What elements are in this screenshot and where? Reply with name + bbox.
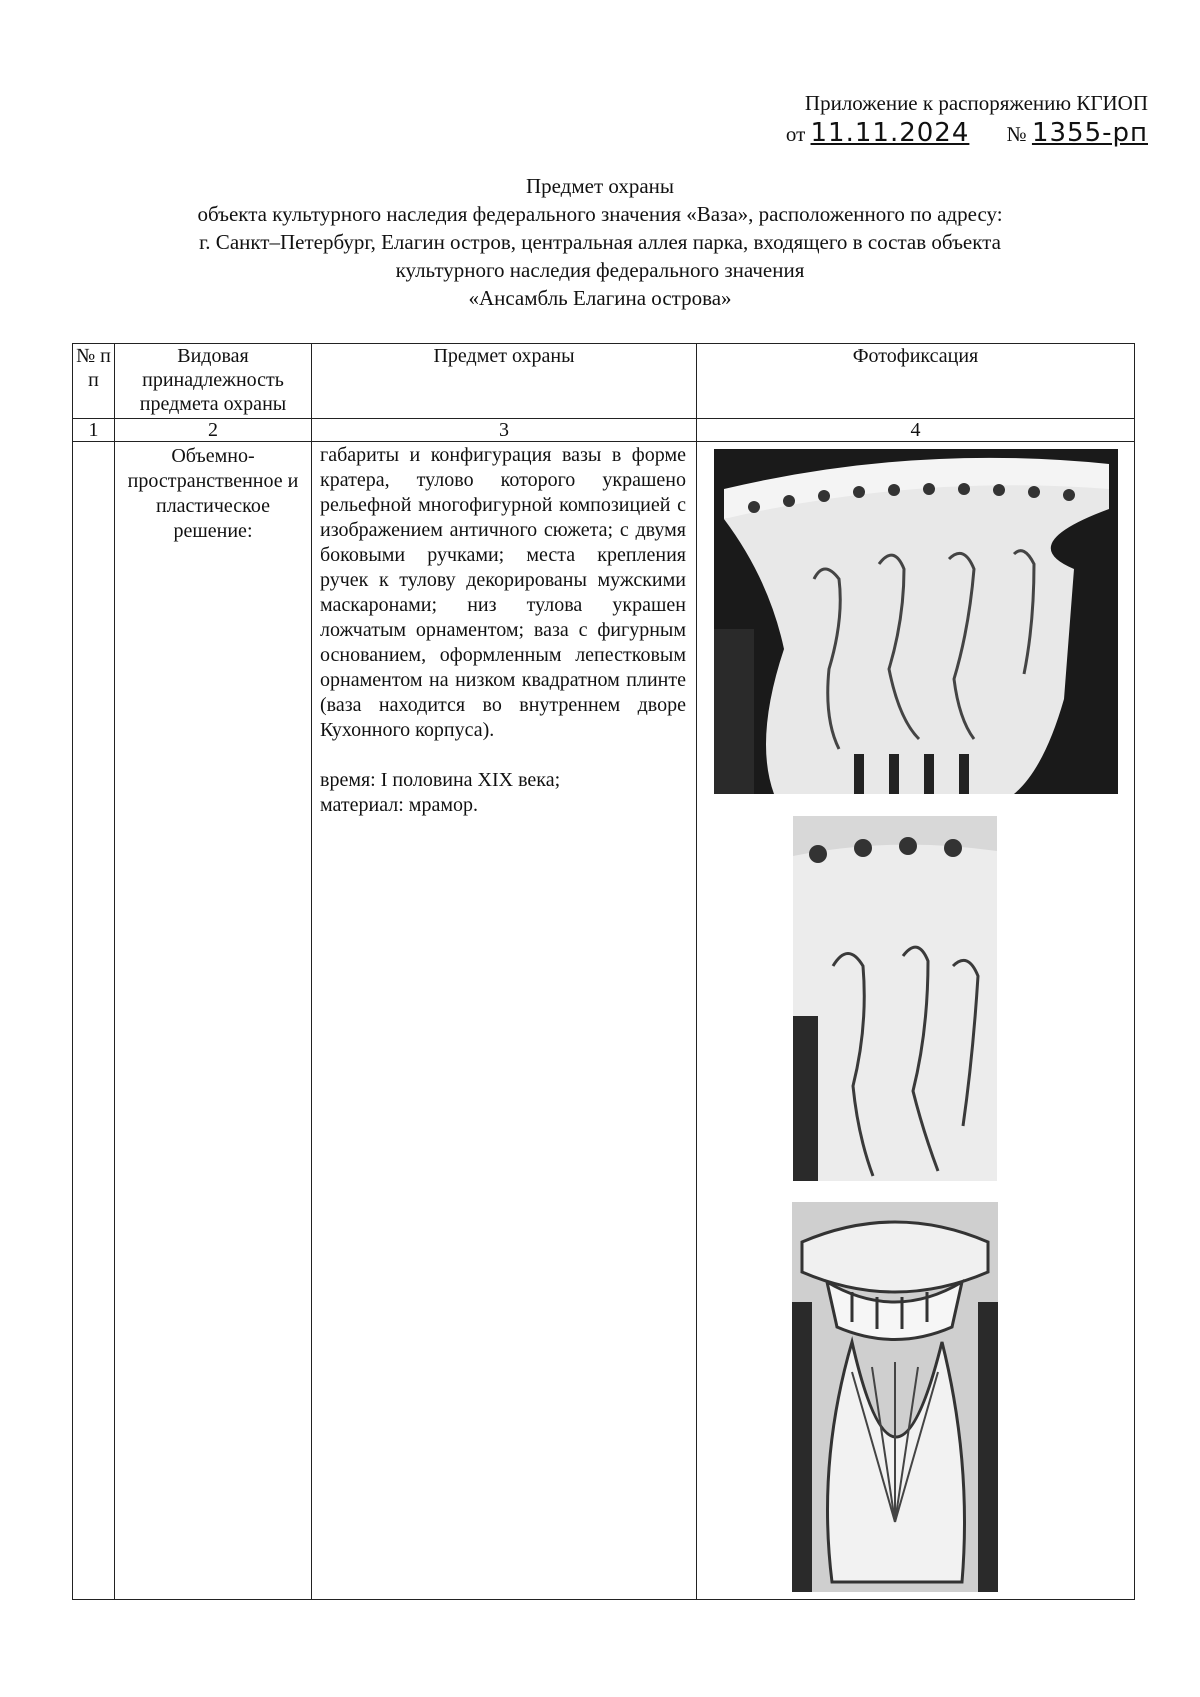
appendix-line: Приложение к распоряжению КГИОП	[804, 91, 1148, 115]
title-line-4: культурного наследия федерального значения	[395, 258, 805, 282]
header-photo: Фотофиксация	[697, 344, 1135, 419]
date-prefix: от	[785, 122, 806, 146]
vase-overall-photo	[714, 449, 1118, 794]
description-text: габариты и конфигурация вазы в форме кратера, тулово которого украшено рельефной многофигурной композицией с изображением античного сюжета; с двумя боковыми ручками; места крепления ручек к тулову декорированы мужскими маскаронами; низ тулова украшен ложчатым орнаментом; ваза с фигурным основанием, оформленным лепестковым орнаментом на низком квадратном плинте (ваза находится во внутреннем дворе Кухонного корпуса).	[320, 444, 686, 741]
document-title	[80, 172, 1120, 312]
column-number: 4	[697, 419, 1135, 442]
appendix-header	[786, 88, 1148, 149]
column-number: 3	[312, 419, 697, 442]
column-number: 1	[73, 419, 115, 442]
appendix-date: 11.11.2024	[810, 118, 970, 148]
type-cell: Объемно-пространственное и пластическое решение:	[115, 442, 312, 1600]
table-header-row	[73, 344, 1135, 419]
title-line-1: Предмет охраны	[525, 174, 675, 198]
vase-base-detail-photo	[792, 1202, 998, 1592]
appendix-number: 1355-рп	[1031, 118, 1148, 148]
table-row	[73, 442, 1135, 1600]
column-number: 2	[115, 419, 312, 442]
row-number-cell	[73, 442, 115, 1600]
title-line-3: г. Санкт–Петербург, Елагин остров, центральная аллея парка, входящего в состав объекта	[199, 230, 1001, 254]
protection-subject-table	[72, 343, 1135, 1600]
vase-relief-detail-photo	[793, 816, 997, 1181]
title-line-5: «Ансамбль Елагина острова»	[468, 286, 732, 310]
title-line-2: объекта культурного наследия федерального значения «Ваза», расположенного по адресу:	[197, 202, 1003, 226]
header-type: Видовая принадлежность предмета охраны	[115, 344, 312, 419]
description-cell	[312, 442, 697, 1600]
number-prefix: №	[1006, 122, 1027, 146]
header-subject: Предмет охраны	[312, 344, 697, 419]
appendix-date-line	[786, 118, 1148, 149]
column-number-row	[73, 419, 1135, 442]
photo-cell	[697, 442, 1135, 1600]
header-number: № п п	[73, 344, 115, 419]
material-text: материал: мрамор.	[320, 794, 478, 816]
time-text: время: I половина XIX века;	[320, 769, 561, 791]
